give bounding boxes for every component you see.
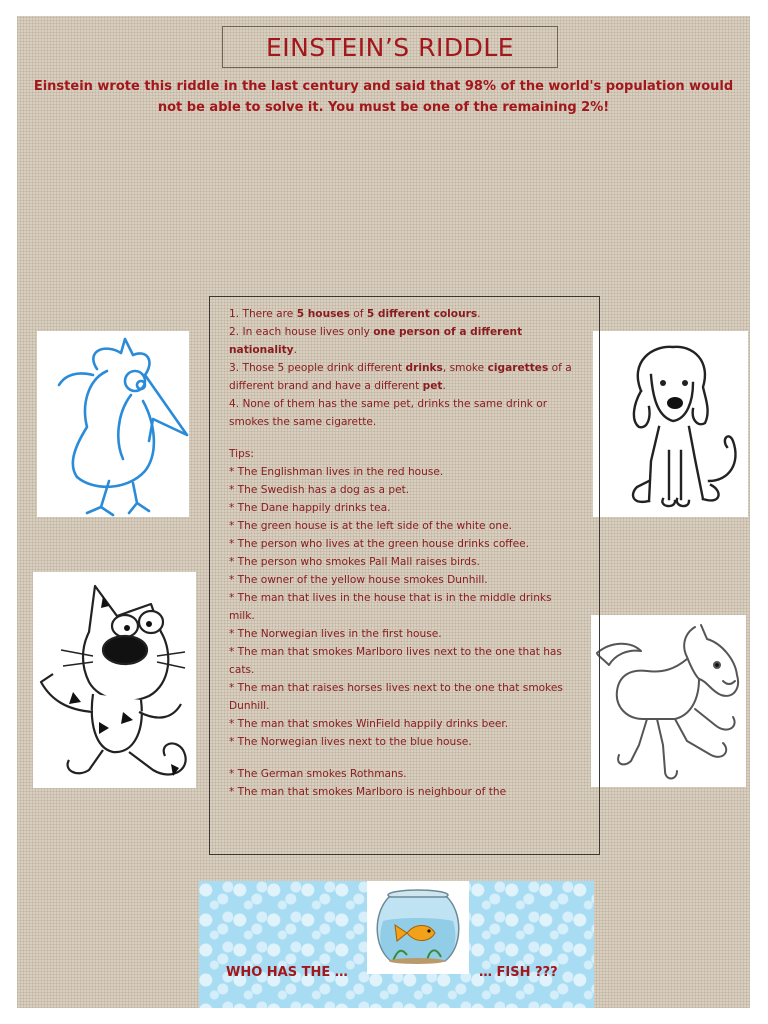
rule-1: 1. There are 5 houses of 5 different colours. (229, 308, 481, 320)
intro-line-2: not be able to solve it. You must be one of the remaining 2%! (157, 100, 610, 115)
fishbowl-drawing-icon (367, 881, 469, 974)
dog-picture (593, 331, 748, 517)
fish-banner (199, 881, 594, 1008)
bird-picture (37, 331, 189, 517)
horse-drawing-icon (591, 615, 746, 787)
tip-3: * The Dane happily drinks tea. (229, 502, 391, 514)
tip-13: * The Norwegian lives next to the blue house. (229, 736, 472, 748)
tip-9: * The Norwegian lives in the first house. (229, 628, 442, 640)
tip-10: * The man that smokes Marlboro lives next to the one that has cats. (229, 646, 562, 676)
tip-7: * The owner of the yellow house smokes Dunhill. (229, 574, 488, 586)
tip-15: * The man that smokes Marlboro is neighbour of the (229, 786, 507, 798)
rule-4: 4. None of them has the same pet, drinks the same drink or smokes the same cigarette. (229, 398, 548, 428)
tip-8: * The man that lives in the house that is in the middle drinks milk. (229, 592, 552, 622)
banner-question-left: WHO HAS THE … (226, 965, 348, 980)
cat-picture (33, 572, 196, 788)
title-frame (222, 26, 558, 68)
tip-2: * The Swedish has a dog as a pet. (229, 484, 410, 496)
tips-label: Tips: (229, 448, 254, 460)
riddle-rules (229, 305, 579, 801)
tip-11: * The man that raises horses lives next to the one that smokes Dunhill. (229, 682, 563, 712)
tip-14: * The German smokes Rothmans. (229, 768, 407, 780)
riddle-page (17, 16, 750, 1008)
tip-12: * The man that smokes WinField happily drinks beer. (229, 718, 509, 730)
intro-line-1: Einstein wrote this riddle in the last century and said that 98% of the world's population would (33, 79, 734, 94)
banner-question-right: … FISH ??? (479, 965, 558, 980)
horse-picture (591, 615, 746, 787)
page-title: EINSTEIN’S RIDDLE (265, 32, 515, 62)
rule-3: 3. Those 5 people drink different drinks, smoke cigarettes of a different brand and have a different pet. (229, 362, 572, 392)
riddle-rules-box (209, 296, 600, 855)
tip-4: * The green house is at the left side of the white one. (229, 520, 512, 532)
intro-text (17, 76, 750, 118)
dog-drawing-icon (593, 331, 748, 517)
cat-drawing-icon (33, 572, 196, 788)
tip-5: * The person who lives at the green house drinks coffee. (229, 538, 530, 550)
bird-drawing-icon (37, 331, 189, 517)
rule-2: 2. In each house lives only one person of a different nationality. (229, 326, 523, 356)
fishbowl-picture (367, 881, 469, 974)
tip-6: * The person who smokes Pall Mall raises birds. (229, 556, 480, 568)
tip-1: * The Englishman lives in the red house. (229, 466, 444, 478)
